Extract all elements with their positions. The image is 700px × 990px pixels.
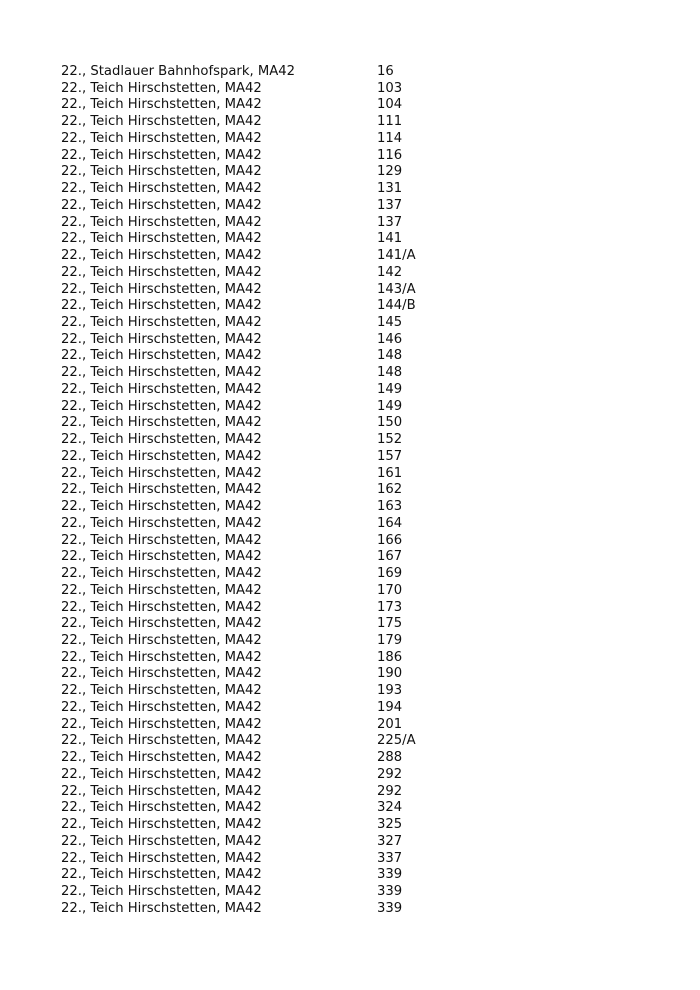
location-name: 22., Teich Hirschstetten, MA42	[61, 632, 262, 648]
list-item	[61, 583, 581, 600]
item-number: 164	[377, 515, 403, 531]
list-item	[61, 800, 581, 817]
list-item	[61, 332, 581, 349]
item-number: 339	[377, 867, 403, 883]
item-number: 141/A	[377, 248, 416, 264]
item-number: 337	[377, 850, 403, 866]
location-name: 22., Teich Hirschstetten, MA42	[61, 432, 262, 448]
location-name: 22., Teich Hirschstetten, MA42	[61, 381, 262, 397]
item-number: 143/A	[377, 281, 416, 297]
item-number: 170	[377, 582, 403, 598]
location-name: 22., Teich Hirschstetten, MA42	[61, 365, 262, 381]
list-item	[61, 533, 581, 550]
list-item	[61, 767, 581, 784]
item-number: 150	[377, 415, 403, 431]
location-name: 22., Teich Hirschstetten, MA42	[61, 817, 262, 833]
location-name: 22., Teich Hirschstetten, MA42	[61, 616, 262, 632]
location-name: 22., Teich Hirschstetten, MA42	[61, 97, 262, 113]
list-item	[61, 315, 581, 332]
location-name: 22., Teich Hirschstetten, MA42	[61, 164, 262, 180]
item-number: 146	[377, 331, 403, 347]
item-number: 149	[377, 398, 403, 414]
location-name: 22., Teich Hirschstetten, MA42	[61, 766, 262, 782]
list-item	[61, 432, 581, 449]
item-number: 292	[377, 783, 403, 799]
location-name: 22., Teich Hirschstetten, MA42	[61, 549, 262, 565]
item-number: 193	[377, 683, 403, 699]
location-name: 22., Teich Hirschstetten, MA42	[61, 599, 262, 615]
list-item	[61, 834, 581, 851]
list-item	[61, 700, 581, 717]
item-number: 16	[377, 64, 394, 79]
item-number: 152	[377, 432, 403, 448]
location-name: 22., Teich Hirschstetten, MA42	[61, 348, 262, 364]
list-item	[61, 365, 581, 382]
list-item	[61, 750, 581, 767]
item-number: 161	[377, 465, 403, 481]
location-name: 22., Teich Hirschstetten, MA42	[61, 281, 262, 297]
list-item	[61, 817, 581, 834]
item-number: 225/A	[377, 733, 416, 749]
location-name: 22., Teich Hirschstetten, MA42	[61, 114, 262, 130]
item-number: 111	[377, 114, 403, 130]
location-list	[61, 64, 581, 917]
list-item	[61, 549, 581, 566]
list-item	[61, 215, 581, 232]
list-item	[61, 616, 581, 633]
location-name: 22., Teich Hirschstetten, MA42	[61, 515, 262, 531]
item-number: 116	[377, 147, 403, 163]
location-name: 22., Teich Hirschstetten, MA42	[61, 130, 262, 146]
list-item	[61, 650, 581, 667]
list-item	[61, 198, 581, 215]
location-name: 22., Teich Hirschstetten, MA42	[61, 465, 262, 481]
location-name: 22., Stadlauer Bahnhofspark, MA42	[61, 64, 296, 79]
list-item	[61, 482, 581, 499]
location-name: 22., Teich Hirschstetten, MA42	[61, 699, 262, 715]
item-number: 324	[377, 800, 403, 816]
item-number: 339	[377, 900, 403, 916]
list-item	[61, 633, 581, 650]
item-number: 142	[377, 264, 403, 280]
list-item	[61, 733, 581, 750]
item-number: 149	[377, 381, 403, 397]
location-name: 22., Teich Hirschstetten, MA42	[61, 248, 262, 264]
list-item	[61, 600, 581, 617]
item-number: 173	[377, 599, 403, 615]
list-item	[61, 231, 581, 248]
item-number: 104	[377, 97, 403, 113]
location-name: 22., Teich Hirschstetten, MA42	[61, 833, 262, 849]
location-name: 22., Teich Hirschstetten, MA42	[61, 499, 262, 515]
item-number: 167	[377, 549, 403, 565]
list-item	[61, 114, 581, 131]
list-item	[61, 282, 581, 299]
list-item	[61, 148, 581, 165]
list-item	[61, 466, 581, 483]
location-name: 22., Teich Hirschstetten, MA42	[61, 783, 262, 799]
list-item	[61, 499, 581, 516]
location-name: 22., Teich Hirschstetten, MA42	[61, 147, 262, 163]
item-number: 175	[377, 616, 403, 632]
item-number: 288	[377, 750, 403, 766]
list-item	[61, 131, 581, 148]
list-item	[61, 97, 581, 114]
item-number: 190	[377, 666, 403, 682]
location-name: 22., Teich Hirschstetten, MA42	[61, 448, 262, 464]
location-name: 22., Teich Hirschstetten, MA42	[61, 231, 262, 247]
item-number: 137	[377, 214, 403, 230]
item-number: 327	[377, 833, 403, 849]
item-number: 201	[377, 716, 403, 732]
list-item	[61, 884, 581, 901]
list-item	[61, 64, 581, 81]
item-number: 144/B	[377, 298, 416, 314]
list-item	[61, 248, 581, 265]
location-name: 22., Teich Hirschstetten, MA42	[61, 800, 262, 816]
location-name: 22., Teich Hirschstetten, MA42	[61, 331, 262, 347]
location-name: 22., Teich Hirschstetten, MA42	[61, 716, 262, 732]
list-item	[61, 666, 581, 683]
location-name: 22., Teich Hirschstetten, MA42	[61, 482, 262, 498]
item-number: 179	[377, 632, 403, 648]
location-name: 22., Teich Hirschstetten, MA42	[61, 867, 262, 883]
list-item	[61, 164, 581, 181]
location-name: 22., Teich Hirschstetten, MA42	[61, 566, 262, 582]
list-item	[61, 399, 581, 416]
list-item	[61, 181, 581, 198]
location-name: 22., Teich Hirschstetten, MA42	[61, 415, 262, 431]
location-name: 22., Teich Hirschstetten, MA42	[61, 264, 262, 280]
location-name: 22., Teich Hirschstetten, MA42	[61, 666, 262, 682]
list-item	[61, 901, 581, 918]
item-number: 166	[377, 532, 403, 548]
location-name: 22., Teich Hirschstetten, MA42	[61, 315, 262, 331]
item-number: 163	[377, 499, 403, 515]
item-number: 148	[377, 365, 403, 381]
list-item	[61, 449, 581, 466]
location-name: 22., Teich Hirschstetten, MA42	[61, 900, 262, 916]
location-name: 22., Teich Hirschstetten, MA42	[61, 532, 262, 548]
item-number: 145	[377, 315, 403, 331]
item-number: 292	[377, 766, 403, 782]
list-item	[61, 851, 581, 868]
item-number: 103	[377, 80, 403, 96]
list-item	[61, 566, 581, 583]
location-name: 22., Teich Hirschstetten, MA42	[61, 649, 262, 665]
list-item	[61, 516, 581, 533]
list-item	[61, 298, 581, 315]
item-number: 148	[377, 348, 403, 364]
location-name: 22., Teich Hirschstetten, MA42	[61, 80, 262, 96]
list-item	[61, 867, 581, 884]
location-name: 22., Teich Hirschstetten, MA42	[61, 850, 262, 866]
item-number: 129	[377, 164, 403, 180]
list-item	[61, 415, 581, 432]
item-number: 186	[377, 649, 403, 665]
item-number: 169	[377, 566, 403, 582]
location-name: 22., Teich Hirschstetten, MA42	[61, 214, 262, 230]
item-number: 325	[377, 817, 403, 833]
list-item	[61, 717, 581, 734]
item-number: 114	[377, 130, 403, 146]
list-item	[61, 348, 581, 365]
item-number: 162	[377, 482, 403, 498]
location-name: 22., Teich Hirschstetten, MA42	[61, 197, 262, 213]
location-name: 22., Teich Hirschstetten, MA42	[61, 883, 262, 899]
item-number: 141	[377, 231, 403, 247]
location-name: 22., Teich Hirschstetten, MA42	[61, 181, 262, 197]
location-name: 22., Teich Hirschstetten, MA42	[61, 298, 262, 314]
item-number: 194	[377, 699, 403, 715]
item-number: 157	[377, 448, 403, 464]
item-number: 137	[377, 197, 403, 213]
list-item	[61, 784, 581, 801]
list-item	[61, 265, 581, 282]
list-item	[61, 382, 581, 399]
location-name: 22., Teich Hirschstetten, MA42	[61, 733, 262, 749]
location-name: 22., Teich Hirschstetten, MA42	[61, 683, 262, 699]
list-item	[61, 683, 581, 700]
location-name: 22., Teich Hirschstetten, MA42	[61, 398, 262, 414]
list-item	[61, 81, 581, 98]
location-name: 22., Teich Hirschstetten, MA42	[61, 750, 262, 766]
location-name: 22., Teich Hirschstetten, MA42	[61, 582, 262, 598]
item-number: 339	[377, 883, 403, 899]
item-number: 131	[377, 181, 403, 197]
